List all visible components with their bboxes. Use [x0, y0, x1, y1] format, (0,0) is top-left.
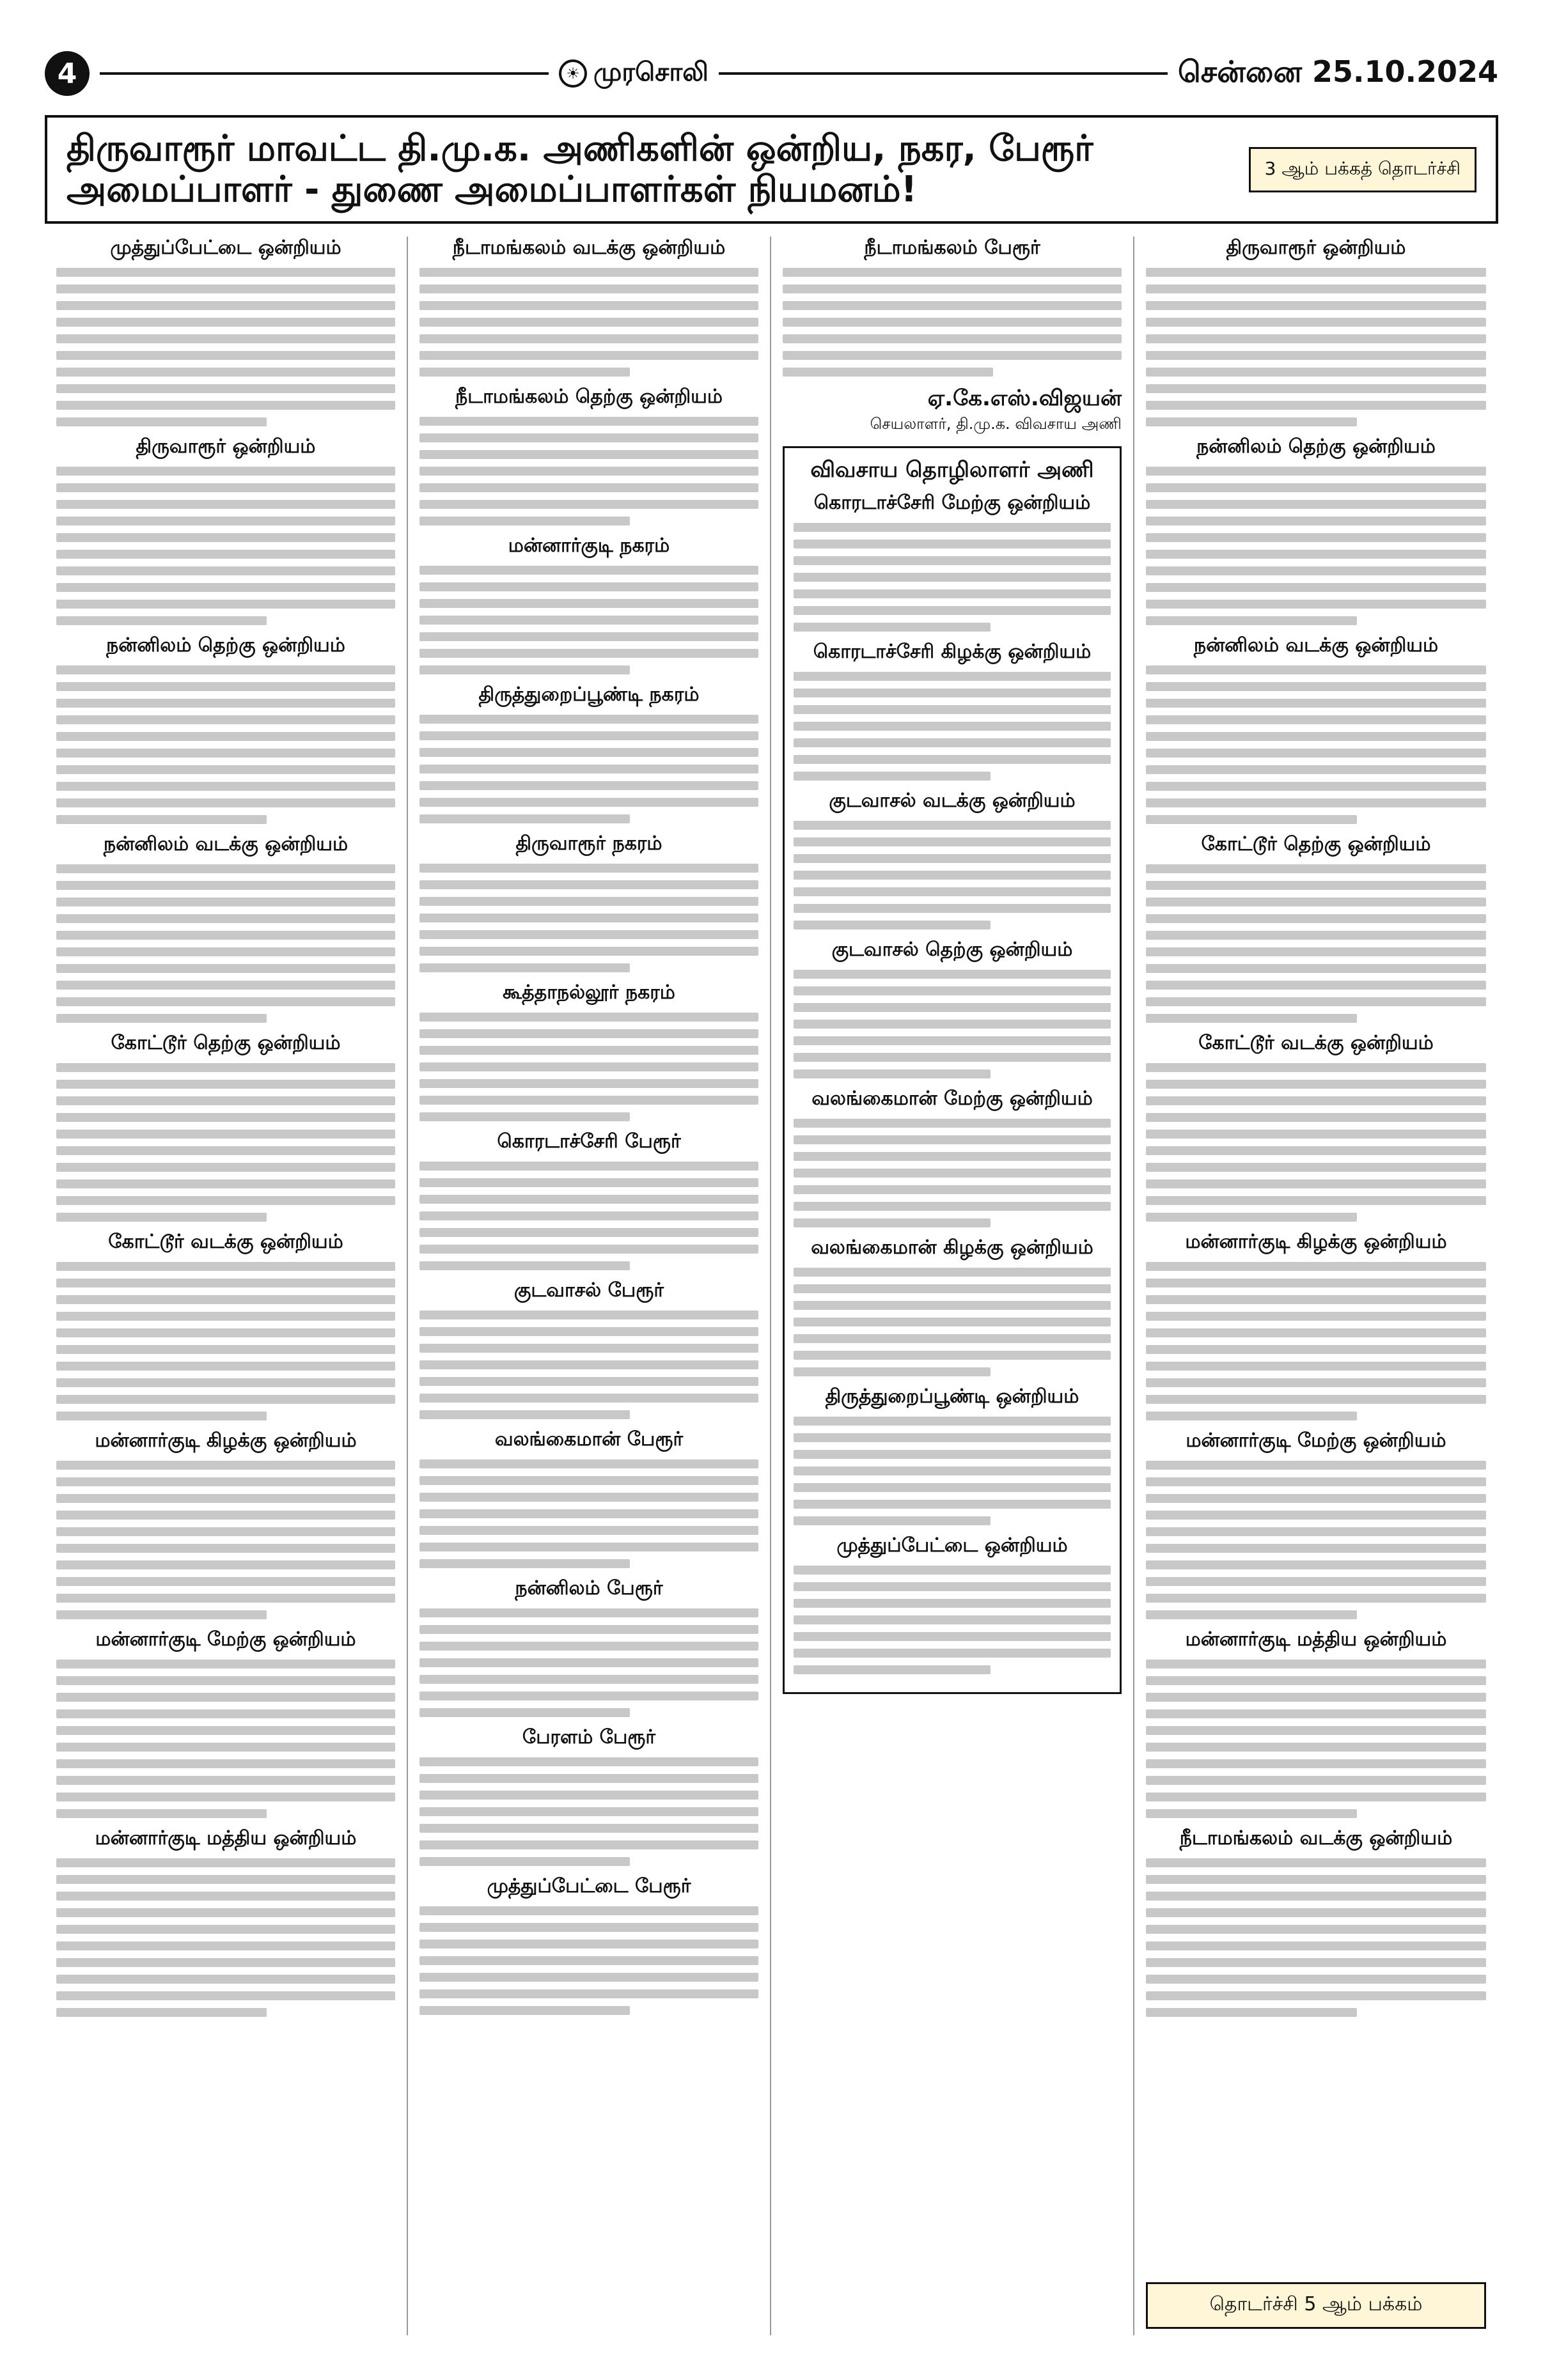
- section: [794, 1534, 1111, 1674]
- section-heading: மன்னார்குடி கிழக்கு ஒன்றியம்: [95, 1429, 357, 1452]
- section: [419, 1726, 758, 1866]
- section-heading: குடவாசல் தெற்கு ஒன்றியம்: [831, 938, 1073, 961]
- section-heading: முத்துப்பேட்டை பேரூர்: [487, 1875, 691, 1897]
- column-2: [408, 237, 771, 2335]
- section-heading: மன்னார்குடி கிழக்கு ஒன்றியம்: [1185, 1231, 1447, 1253]
- paper-logo-icon: ☀: [559, 59, 587, 88]
- section-heading: முத்துப்பேட்டை ஒன்றியம்: [836, 1534, 1068, 1557]
- paragraph-text-placeholder: [1146, 467, 1486, 625]
- newspaper-page: [45, 45, 1498, 2335]
- section: [1146, 634, 1486, 824]
- section-heading: நன்னிலம் தெற்கு ஒன்றியம்: [106, 634, 345, 657]
- section: [794, 1087, 1111, 1227]
- paragraph-text-placeholder: [1146, 1858, 1486, 2017]
- section: [1146, 1429, 1486, 1619]
- section: [56, 435, 395, 625]
- paragraph-text-placeholder: [419, 1608, 758, 1717]
- page-title: திருவாரூர் மாவட்ட தி.மு.க. அணிகளின் ஒன்றிய, நகர, பேரூர் அமைப்பாளர் - துணை அமைப்பாளர்கள் நியமனம்!: [67, 127, 1093, 210]
- section: [794, 789, 1111, 929]
- paragraph-text-placeholder: [794, 672, 1111, 781]
- column-1: [45, 237, 408, 2335]
- byline-name: ஏ.கே.எஸ்.விஜயன்: [927, 385, 1122, 411]
- section: [419, 981, 758, 1121]
- section-heading: கோட்டூர் தெற்கு ஒன்றியம்: [1201, 833, 1431, 855]
- paragraph-text-placeholder: [56, 665, 395, 824]
- paragraph-text-placeholder: [419, 1162, 758, 1270]
- paragraph-text-placeholder: [1146, 864, 1486, 1023]
- wing-title: விவசாய தொழிலாளர் அணி: [810, 457, 1094, 483]
- paragraph-text-placeholder: [56, 1063, 395, 1222]
- section-heading: நீடாமங்கலம் பேரூர்: [864, 237, 1040, 259]
- section: [794, 1385, 1111, 1525]
- section-heading: முத்துப்பேட்டை ஒன்றியம்: [110, 237, 341, 259]
- section: [56, 1628, 395, 1818]
- section: [56, 1231, 395, 1420]
- section-heading: குடவாசல் பேரூர்: [513, 1279, 664, 1302]
- section: [1146, 1231, 1486, 1420]
- section: [794, 492, 1111, 632]
- section: [419, 1130, 758, 1270]
- section: [56, 237, 395, 426]
- section-heading: மன்னார்குடி நகரம்: [508, 534, 670, 557]
- article-columns: [45, 237, 1498, 2335]
- section: [1146, 1827, 1486, 2017]
- masthead-rule: [100, 72, 549, 75]
- section-heading: கோட்டூர் வடக்கு ஒன்றியம்: [1198, 1032, 1434, 1054]
- section-heading: வலங்கைமான் மேற்கு ஒன்றியம்: [811, 1087, 1093, 1110]
- section-heading: குடவாசல் வடக்கு ஒன்றியம்: [829, 789, 1076, 812]
- headline-block: [45, 115, 1498, 224]
- paragraph-text-placeholder: [56, 1660, 395, 1818]
- column-3: [771, 237, 1134, 2335]
- section-heading: கோட்டூர் தெற்கு ஒன்றியம்: [111, 1032, 341, 1054]
- column-4: [1134, 237, 1498, 2335]
- paragraph-text-placeholder: [794, 1119, 1111, 1227]
- paragraph-text-placeholder: [419, 417, 758, 525]
- paragraph-text-placeholder: [1146, 1262, 1486, 1420]
- section: [56, 1429, 395, 1619]
- paragraph-text-placeholder: [56, 864, 395, 1023]
- section: [419, 237, 758, 377]
- section: [783, 237, 1122, 377]
- section-heading: நன்னிலம் தெற்கு ஒன்றியம்: [1196, 435, 1436, 458]
- section-heading: நீடாமங்கலம் வடக்கு ஒன்றியம்: [452, 237, 726, 259]
- masthead: [45, 45, 1498, 102]
- section: [56, 1032, 395, 1222]
- section: [419, 832, 758, 972]
- paragraph-text-placeholder: [1146, 665, 1486, 824]
- wing-section-box: [783, 446, 1122, 1694]
- paragraph-text-placeholder: [56, 1461, 395, 1619]
- section-heading: நீடாமங்கலம் வடக்கு ஒன்றியம்: [1179, 1827, 1453, 1849]
- paragraph-text-placeholder: [419, 1757, 758, 1866]
- paragraph-text-placeholder: [794, 1566, 1111, 1674]
- paragraph-text-placeholder: [419, 715, 758, 823]
- section-heading: பேரளம் பேரூர்: [522, 1726, 656, 1748]
- section: [794, 641, 1111, 781]
- paragraph-text-placeholder: [419, 864, 758, 972]
- section-heading: கூத்தாநல்லூர் நகரம்: [503, 981, 675, 1004]
- section: [1146, 435, 1486, 625]
- paragraph-text-placeholder: [1146, 1461, 1486, 1619]
- paragraph-text-placeholder: [56, 1262, 395, 1420]
- byline-title: செயலாளர், தி.மு.க. விவசாய அணி: [870, 415, 1122, 433]
- section-heading: கொரடாச்சேரி கிழக்கு ஒன்றியம்: [813, 641, 1092, 663]
- section-heading: நன்னிலம் பேரூர்: [515, 1577, 663, 1599]
- section-heading: மன்னார்குடி மேற்கு ஒன்றியம்: [1186, 1429, 1446, 1452]
- paragraph-text-placeholder: [419, 566, 758, 674]
- section: [419, 1875, 758, 2015]
- section: [56, 833, 395, 1023]
- paper-name: முரசொலி: [593, 57, 709, 87]
- continued-from-note: 3 ஆம் பக்கத் தொடர்ச்சி: [1249, 147, 1476, 192]
- continued-to-note: தொடர்ச்சி 5 ஆம் பக்கம்: [1146, 2282, 1486, 2329]
- paragraph-text-placeholder: [56, 268, 395, 426]
- section: [794, 1236, 1111, 1376]
- section-heading: மன்னார்குடி மத்திய ஒன்றியம்: [95, 1827, 357, 1849]
- paragraph-text-placeholder: [419, 1906, 758, 2015]
- paragraph-text-placeholder: [1146, 1063, 1486, 1222]
- paragraph-text-placeholder: [794, 1417, 1111, 1525]
- section: [1146, 833, 1486, 1023]
- section-heading: திருத்துறைப்பூண்டி நகரம்: [478, 683, 700, 706]
- section-heading: கொரடாச்சேரி மேற்கு ஒன்றியம்: [813, 492, 1091, 514]
- section-heading: வலங்கைமான் பேரூர்: [494, 1428, 684, 1451]
- paragraph-text-placeholder: [794, 1268, 1111, 1376]
- section: [419, 683, 758, 823]
- section-heading: திருத்துறைப்பூண்டி ஒன்றியம்: [825, 1385, 1079, 1408]
- paragraph-text-placeholder: [794, 523, 1111, 632]
- section: [419, 534, 758, 674]
- paragraph-text-placeholder: [419, 1013, 758, 1121]
- section-heading: திருவாரூர் நகரம்: [515, 832, 662, 855]
- section-heading: மன்னார்குடி மத்திய ஒன்றியம்: [1185, 1628, 1447, 1651]
- paragraph-text-placeholder: [419, 268, 758, 377]
- section-heading: கொரடாச்சேரி பேரூர்: [497, 1130, 681, 1153]
- section-heading: நீடாமங்கலம் தெற்கு ஒன்றியம்: [455, 385, 723, 408]
- section: [1146, 1032, 1486, 1222]
- paragraph-text-placeholder: [56, 1858, 395, 2017]
- section-heading: கோட்டூர் வடக்கு ஒன்றியம்: [108, 1231, 343, 1253]
- paragraph-text-placeholder: [419, 1311, 758, 1419]
- section: [419, 1279, 758, 1419]
- section: [419, 385, 758, 525]
- section: [794, 938, 1111, 1078]
- dateline: சென்னை 25.10.2024: [1177, 54, 1499, 89]
- section: [56, 1827, 395, 2017]
- section-heading: திருவாரூர் ஒன்றியம்: [1226, 237, 1406, 259]
- page-number: 4: [45, 51, 90, 96]
- section-heading: நன்னிலம் வடக்கு ஒன்றியம்: [1193, 634, 1439, 657]
- section: [419, 1428, 758, 1568]
- paragraph-text-placeholder: [56, 467, 395, 625]
- section: [419, 1577, 758, 1717]
- section-heading: திருவாரூர் ஒன்றியம்: [136, 435, 316, 458]
- paragraph-text-placeholder: [794, 970, 1111, 1078]
- section: [1146, 237, 1486, 426]
- section: [56, 634, 395, 824]
- section-heading: நன்னிலம் வடக்கு ஒன்றியம்: [103, 833, 349, 855]
- paragraph-text-placeholder: [419, 1459, 758, 1568]
- paper-name-block: [559, 58, 709, 90]
- masthead-rule-2: [719, 72, 1168, 75]
- paragraph-text-placeholder: [794, 821, 1111, 929]
- paragraph-text-placeholder: [1146, 1660, 1486, 1818]
- paragraph-text-placeholder: [1146, 268, 1486, 426]
- paragraph-text-placeholder: [783, 268, 1122, 377]
- section-heading: வலங்கைமான் கிழக்கு ஒன்றியம்: [811, 1236, 1093, 1259]
- section-heading: மன்னார்குடி மேற்கு ஒன்றியம்: [95, 1628, 356, 1651]
- section: [1146, 1628, 1486, 1818]
